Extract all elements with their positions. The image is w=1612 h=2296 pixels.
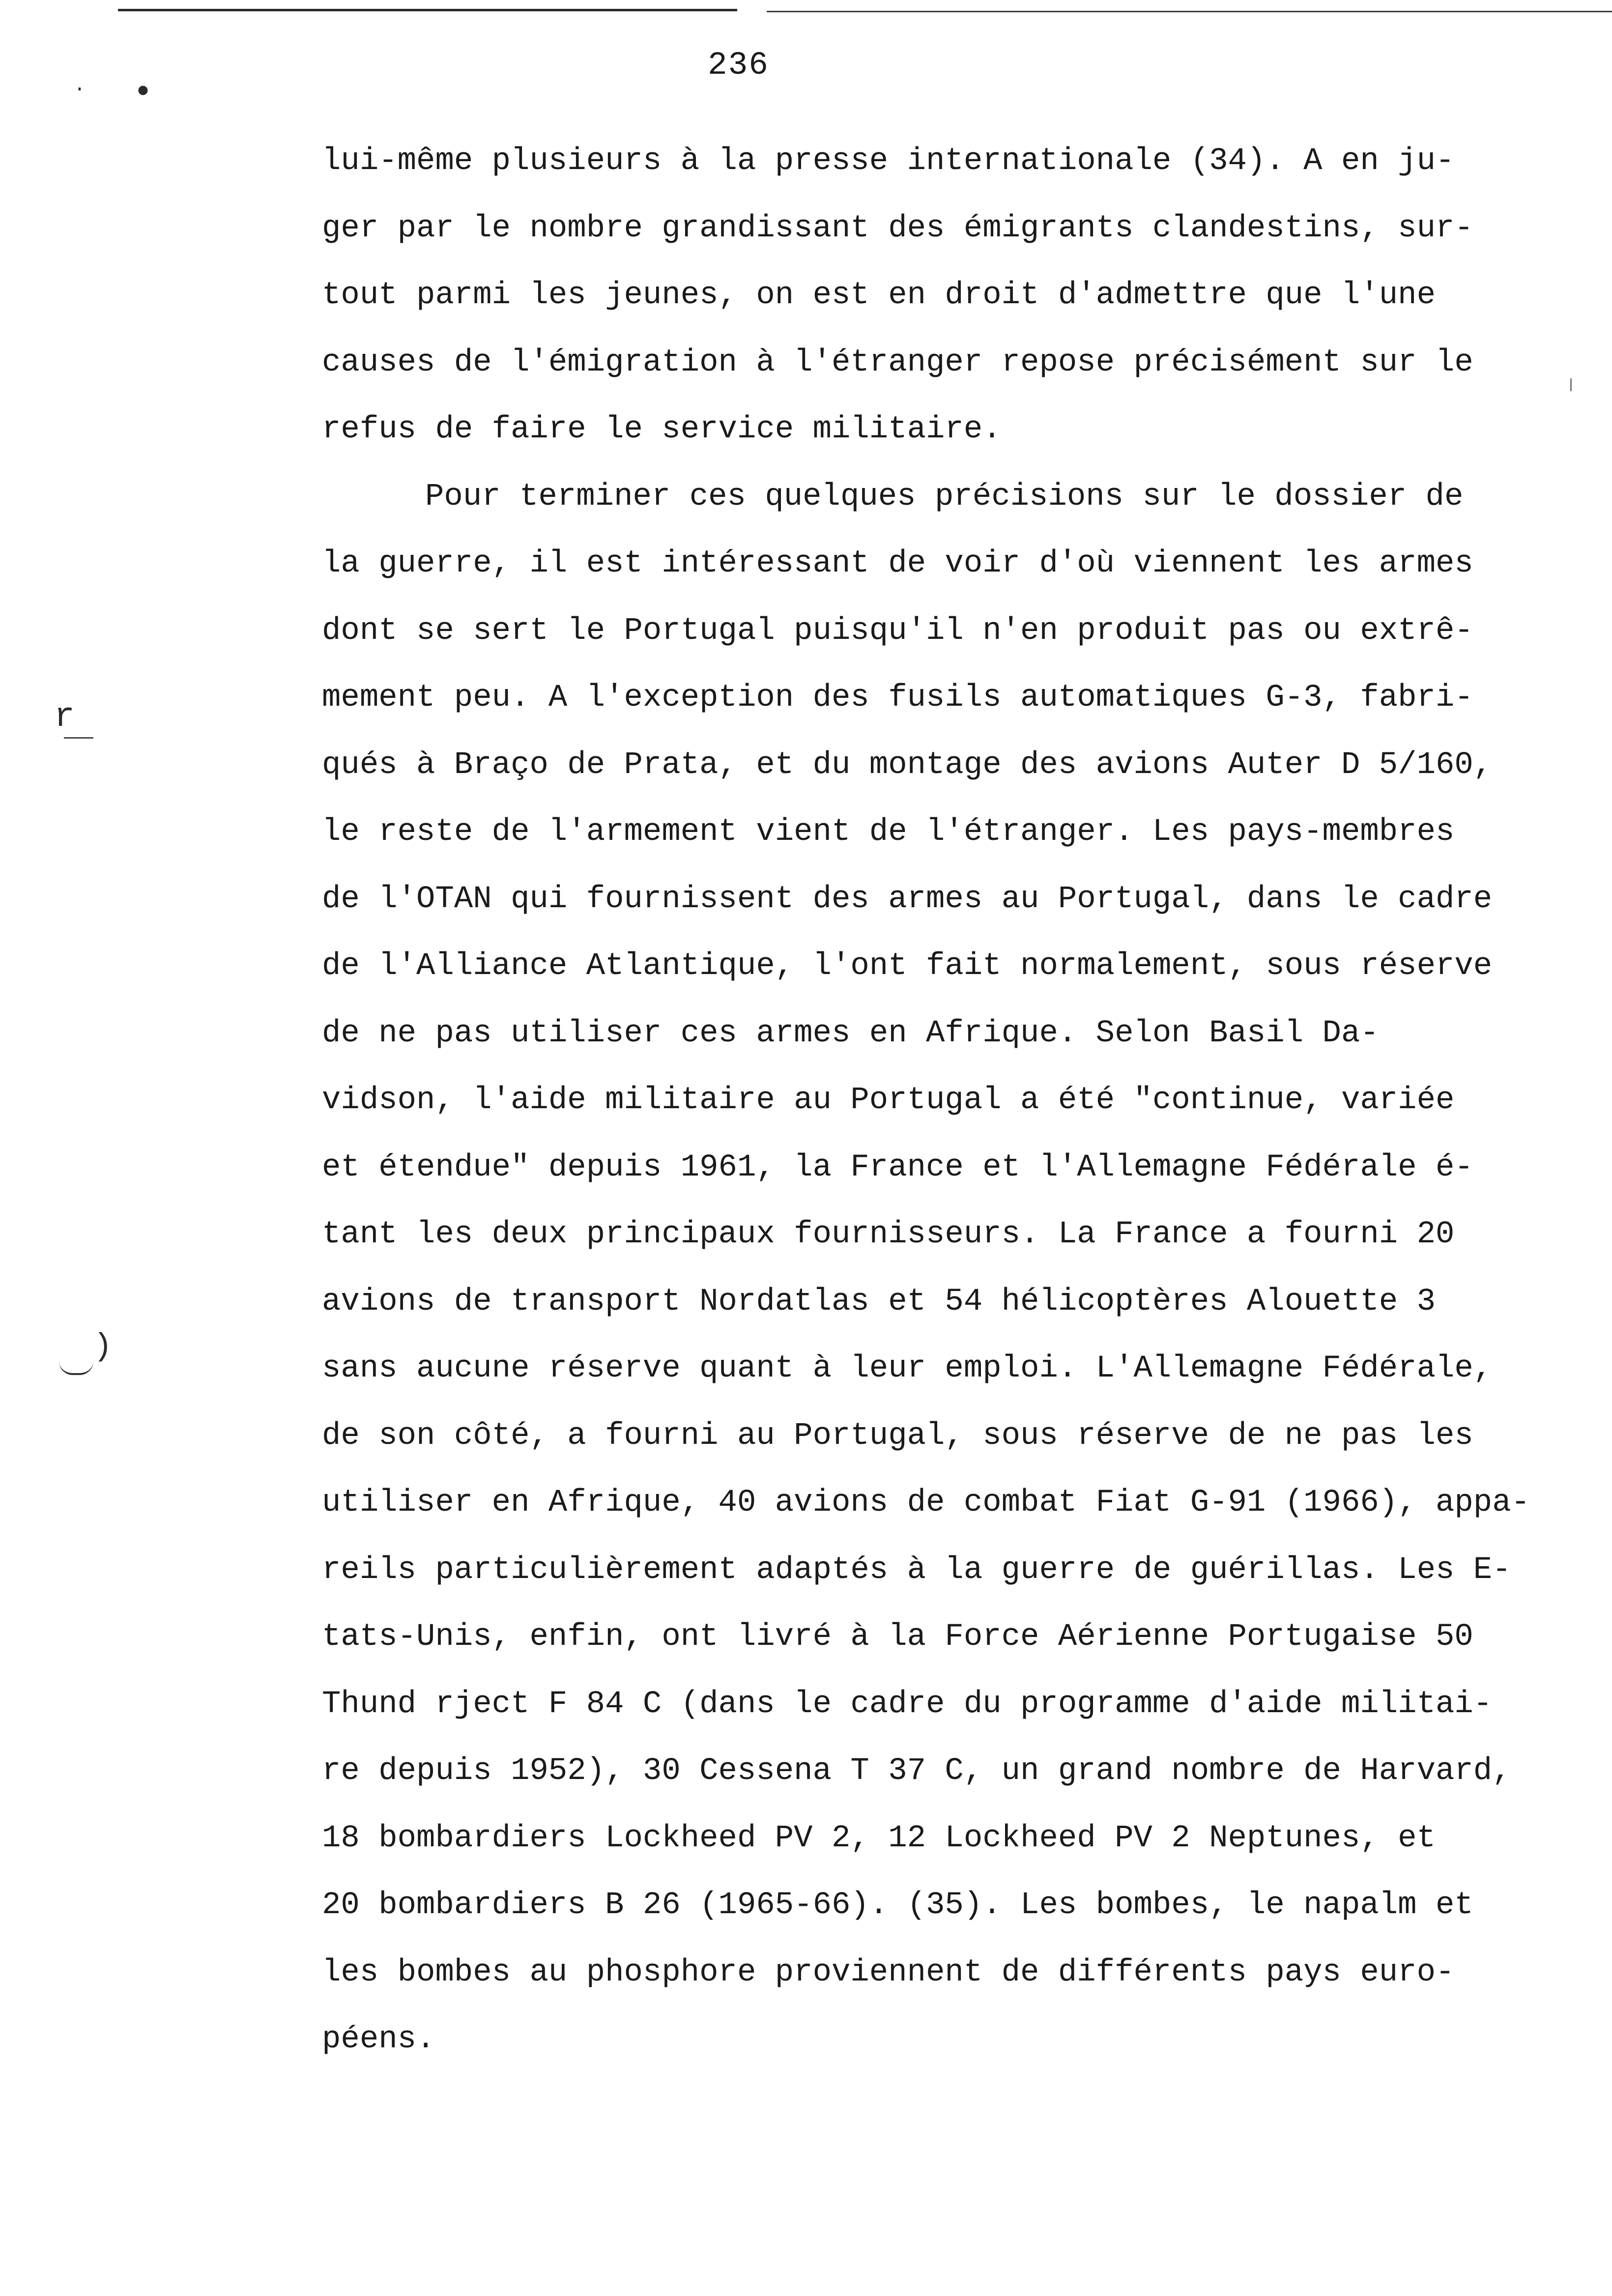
text-line: mement peu. A l'exception des fusils automatiques G-3, fabri- <box>322 680 1473 716</box>
text-line: le reste de l'armement vient de l'étranger. Les pays-membres <box>322 814 1455 850</box>
margin-scan-dot: · <box>74 79 86 101</box>
text-line: utiliser en Afrique, 40 avions de combat Fiat G-91 (1966), appa- <box>322 1485 1530 1521</box>
text-line: 18 bombardiers Lockheed PV 2, 12 Lockheed PV 2 Neptunes, et <box>322 1820 1436 1856</box>
top-scan-rule-right <box>767 11 1612 12</box>
body-text <box>322 128 1600 2073</box>
text-line: et étendue" depuis 1961, la France et l'Allemagne Fédérale é- <box>322 1149 1473 1185</box>
text-line: dont se sert le Portugal puisqu'il n'en produit pas ou extrê- <box>322 613 1473 649</box>
text-line: 20 bombardiers B 26 (1965-66). (35). Les bombes, le napalm et <box>322 1888 1473 1923</box>
margin-scan-bullet: • <box>133 74 154 113</box>
margin-scan-mark: r <box>54 698 75 737</box>
text-line: causes de l'émigration à l'étranger repose précisément sur le <box>322 344 1473 380</box>
text-line: sans aucune réserve quant à leur emploi. L'Allemagne Fédérale, <box>322 1351 1493 1386</box>
margin-scan-paren: ) <box>93 1329 113 1365</box>
top-scan-rule-left <box>118 9 737 11</box>
text-line: refus de faire le service militaire. <box>322 412 1002 447</box>
text-line: de son côté, a fourni au Portugal, sous réserve de ne pas les <box>322 1418 1473 1454</box>
text-line: vidson, l'aide militaire au Portugal a été "continue, variée <box>322 1083 1455 1118</box>
text-line: péens. <box>322 2022 435 2057</box>
page-number: 236 <box>708 47 769 84</box>
text-line: avions de transport Nordatlas et 54 hélicoptères Alouette 3 <box>322 1284 1436 1320</box>
text-line: de l'Alliance Atlantique, l'ont fait normalement, sous réserve <box>322 948 1493 984</box>
text-line: tats-Unis, enfin, ont livré à la Force Aérienne Portugaise 50 <box>322 1619 1473 1655</box>
text-line: de l'OTAN qui fournissent des armes au Portugal, dans le cadre <box>322 881 1493 917</box>
text-line: re depuis 1952), 30 Cessena T 37 C, un grand nombre de Harvard, <box>322 1753 1511 1789</box>
text-line: tant les deux principaux fournisseurs. La France a fourni 20 <box>322 1217 1455 1252</box>
text-line: reils particulièrement adaptés à la guerre de guérillas. Les E- <box>322 1552 1511 1588</box>
text-line: qués à Braço de Prata, et du montage des avions Auter D 5/160, <box>322 747 1493 783</box>
text-line: de ne pas utiliser ces armes en Afrique. Selon Basil Da- <box>322 1015 1379 1051</box>
text-line: lui-même plusieurs à la presse internationale (34). A en ju- <box>322 144 1455 179</box>
text-line: ger par le nombre grandissant des émigrants clandestins, sur- <box>322 210 1473 246</box>
text-line: tout parmi les jeunes, on est en droit d'admettre que l'une <box>322 278 1436 313</box>
text-line: Thund rject F 84 C (dans le cadre du programme d'aide militai- <box>322 1686 1493 1722</box>
margin-scan-dash <box>64 737 93 739</box>
text-line: les bombes au phosphore proviennent de différents pays euro- <box>322 1954 1455 1990</box>
margin-scan-arc <box>59 1361 93 1375</box>
text-line: la guerre, il est intéressant de voir d'où viennent les armes <box>322 546 1473 581</box>
paragraph-start-line: Pour terminer ces quelques précisions sur le dossier de <box>425 479 1464 515</box>
